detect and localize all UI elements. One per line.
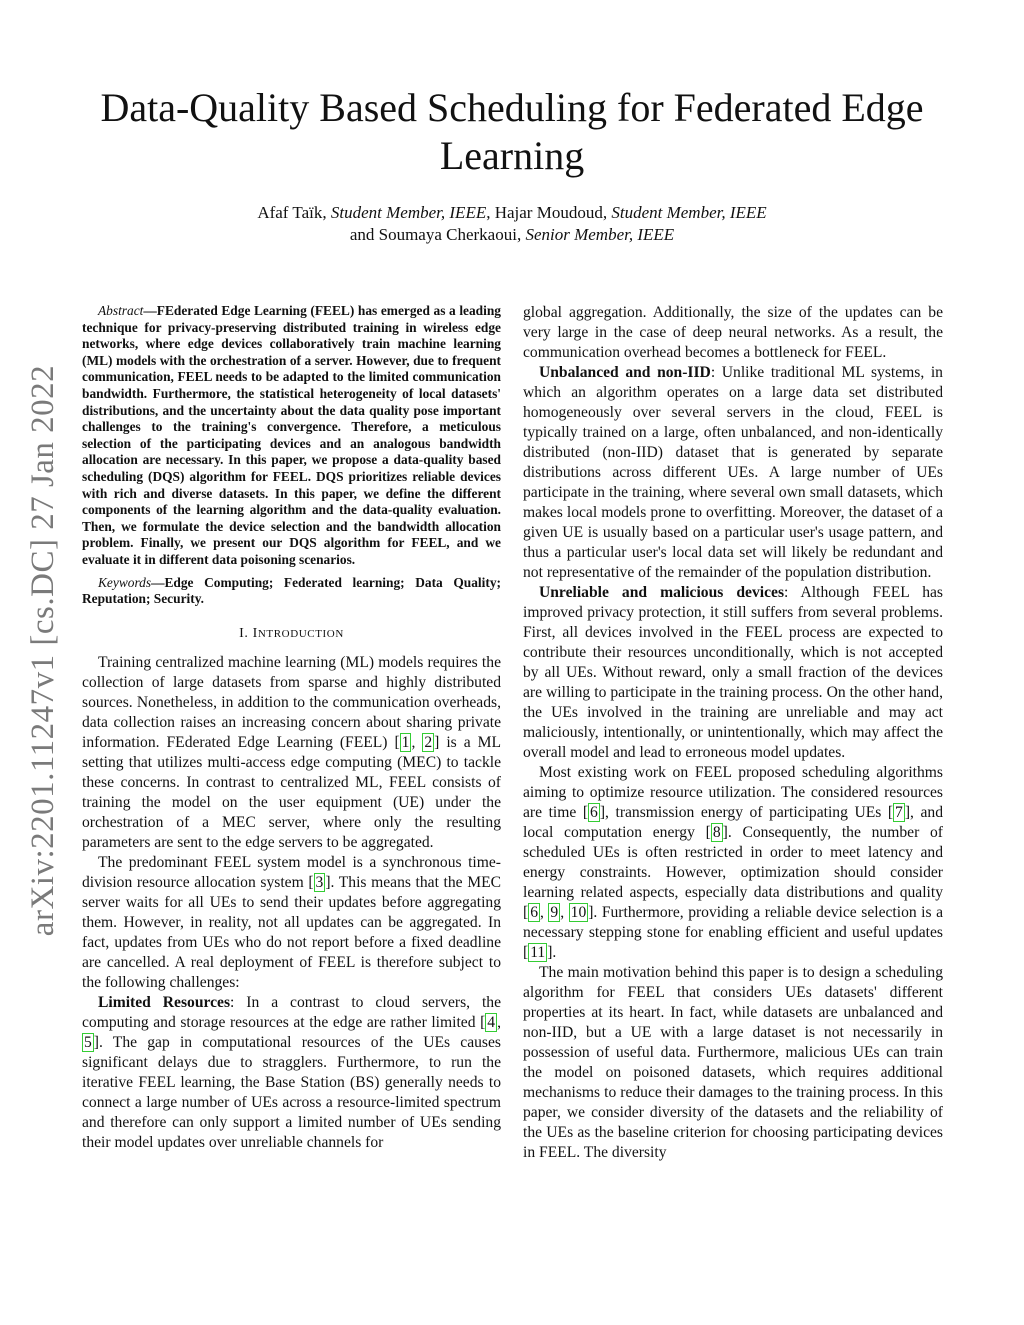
author-block xyxy=(100,202,924,246)
intro-paragraph-existing-work: Most existing work on FEEL proposed scheduling algorithms aiming to optimize resource utilization. The considered resources are time [ 6 ], transmission energy of participating UEs [ 7 ], and local computation energy [ 8 ]. Consequently, the number of scheduled UEs is often restricted in order to meet latency and energy constraints. However, optimization should consider learning related aspects, especially data distributions and quality [ 6 , 9 , 10 ]. Furthermore, providing a reliable device selection is a necessary stepping stone for enabling efficient and useful updates [ 11 ]. xyxy=(523,764,944,961)
keywords-text: —Edge Computing; Federated learning; Data Quality; Reputation; Security. xyxy=(82,574,501,607)
intro-paragraph-1: Training centralized machine learning (ML) models requires the collection of large datasets from sparse and highly distributed sources. Nonetheless, in addition to the communication overheads, data collection raises an increasing concern about sharing private information. FEderated Edge Learning (FEEL) [ 1 , 2 ] is a ML setting that utilizes multi-access edge computing (MEC) to tackle these concerns. In contrast to centralized ML, FEEL consists of training the model on the user equipment (UE) under the orchestration of a MEC server, where only the resulting parameters are sent to the edge servers to be aggregated. xyxy=(82,653,502,851)
citation-link[interactable]: 4 xyxy=(487,1013,496,1031)
citation-link[interactable]: 1 xyxy=(401,733,410,751)
keywords-label: Keywords xyxy=(98,574,152,590)
citation-link[interactable]: 8 xyxy=(712,824,721,841)
intro-paragraph-unreliable: Unreliable and malicious devices: Although FEEL has improved privacy protection, it still suffers from several problems. First, all devices involved in the FEEL process are expected to contribute their resources unconditionally, which is not accepted by all UEs. Without reward, only a small fraction of the devices are willing to participate in the training process. On the other hand, the UEs involved in the training are unreliable and may act maliciously, intentionally, or unintentionally, which may affect the overall model and lead to erroneous model updates. xyxy=(523,584,943,761)
intro-paragraph-unbalanced: Unbalanced and non-IID: Unlike traditional ML systems, in which an algorithm operates on a large data set distributed homogeneously over several servers in the cloud, FEEL is typically trained on a large, often unbalanced, and non-identically distributed (non-IID) dataset that is generated by separate distributions across different UEs. A large number of UEs participate in the training, where several own small datasets, which makes local models prone to overfitting. Moreover, the dataset of a given UE is usually based on a particular user's usage pattern, and thus a particular user's local data set will likely be redundant and not representative of the remainder of the population distribution. xyxy=(523,364,943,581)
citation-link[interactable]: 2 xyxy=(424,733,433,751)
section-heading-introduction: I. INTRODUCTION xyxy=(239,625,344,641)
term-unbalanced-non-iid: Unbalanced and non-IID xyxy=(539,364,711,381)
right-column xyxy=(523,303,943,1163)
abstract xyxy=(82,303,501,569)
citation-link[interactable]: 3 xyxy=(315,873,324,891)
left-column xyxy=(82,303,501,1153)
author-line-1: Afaf Taïk, Student Member, IEEE, Hajar Moudoud, Student Member, IEEE xyxy=(257,203,767,222)
abstract-text: —FEderated Edge Learning (FEEL) has emerged as a leading technique for privacy-preserving distributed training in wireless edge networks, where edge devices collaboratively train machine learning (ML) models with the orchestration of a server. However, due to frequent communication, FEEL needs to be adapted to the limited communication bandwidth. Furthermore, the statistical heterogeneity of local datasets' distributions, and the uncertainty about the data quality pose important challenges to the training's convergence. Therefore, a meticulous selection of the participating devices and an analogous bandwidth allocation are necessary. In this paper, we propose a data-quality based scheduling (DQS) algorithm for FEEL. DQS prioritizes reliable devices with rich and diverse datasets. In this paper, we define the different components of the learning algorithm and the data-quality evaluation. Then, we formulate the device selection and the bandwidth allocation problem. Finally, we present our DQS algorithm for FEEL, and we evaluate it in different data poisoning scenarios. xyxy=(82,303,501,567)
abstract-label: Abstract xyxy=(98,303,144,318)
intro-paragraph-2: The predominant FEEL system model is a synchronous time-division resource allocation system [ 3 ]. This means that the MEC server waits for all UEs to send their updates before aggregating them. However, in reality, not all updates can be aggregated. In fact, updates from UEs who do not report before a fixed deadline are cancelled. A real deployment of FEEL is therefore subject to the following challenges: xyxy=(82,853,502,991)
citation-link[interactable]: 10 xyxy=(570,904,587,921)
paper-title: Data-Quality Based Scheduling for Federated Edge Learning xyxy=(100,85,924,178)
author-line-2: and Soumaya Cherkaoui, Senior Member, IEEE xyxy=(349,225,675,244)
term-unreliable-malicious: Unreliable and malicious devices xyxy=(539,584,785,601)
term-limited-resources: Limited Resources xyxy=(98,993,231,1011)
arxiv-identifier[interactable]: arXiv:2201.11247v1 [cs.DC] 27 Jan 2022 xyxy=(25,364,62,936)
citation-link[interactable]: 7 xyxy=(895,804,903,821)
arxiv-watermark xyxy=(24,350,64,950)
citation-link[interactable]: 9 xyxy=(550,904,559,921)
intro-paragraph-limited-resources: Limited Resources: In a contrast to cloud servers, the computing and storage resources at the edge are rather limited [ 4 , 5 ]. The gap in computational resources of the UEs causes significant delays due to stragglers. Furthermore, to run the iterative FEEL learning, the Base Station (BS) generally needs to connect a large number of UEs across a resource-limited spectrum and therefore can only support a limited number of UEs sending their model updates over unreliable channels for xyxy=(82,993,502,1151)
intro-paragraph-continued: global aggregation. Additionally, the size of the updates can be very large in the case of deep neural networks. As a result, the communication overhead becomes a bottleneck for FEEL. xyxy=(523,304,943,361)
keywords xyxy=(82,575,501,608)
citation-link[interactable]: 5 xyxy=(84,1033,92,1051)
citation-link[interactable]: 11 xyxy=(530,944,546,961)
intro-paragraph-motivation: The main motivation behind this paper is to design a scheduling algorithm for FEEL that considers UEs datasets' different properties at its heart. In fact, while datasets are unbalanced and non-IID, but a UE with a large dataset is not necessarily in possession of useful data. Furthermore, malicious UEs can train the model on poisoned datasets, which requires additional mechanisms to reduce their damages to the training process. In this paper, we consider diversity of the datasets and the reliability of the UEs as the baseline criterion for choosing participating devices in FEEL. The diversity xyxy=(523,964,943,1161)
citation-link[interactable]: 6 xyxy=(530,904,538,921)
citation-link[interactable]: 6 xyxy=(590,804,598,821)
